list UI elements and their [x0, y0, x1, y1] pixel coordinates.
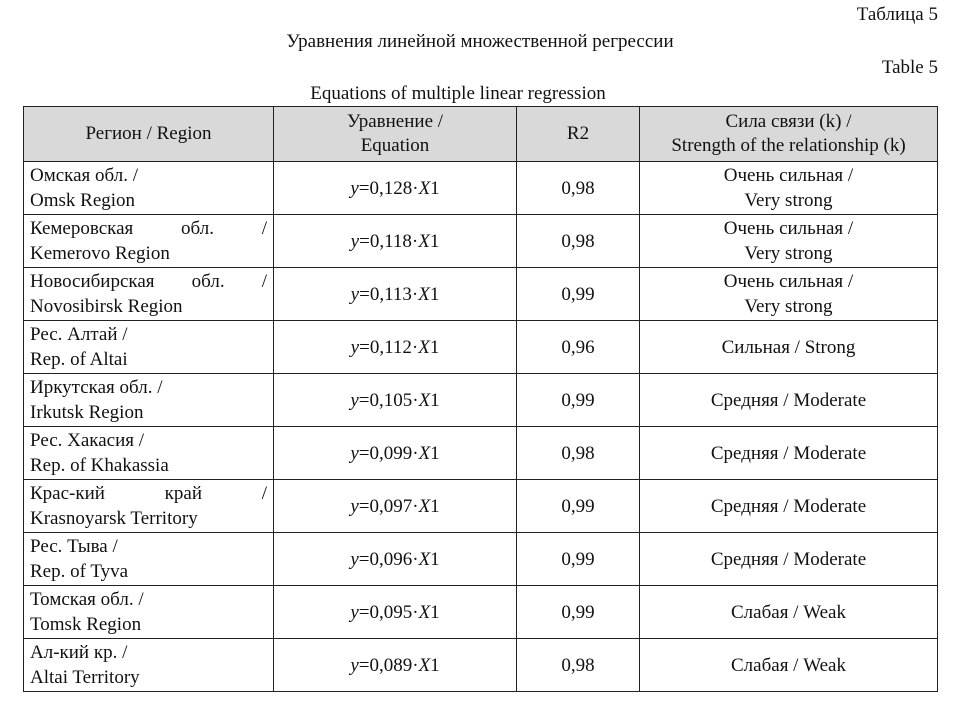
region-name-ru: Томская обл. / [30, 589, 144, 610]
eq-coefficient: =0,118· [359, 230, 419, 252]
eq-coefficient: =0,113· [359, 283, 419, 305]
equation-cell [274, 374, 517, 427]
region-name-ru: Ал-кий кр. / [30, 642, 128, 663]
equation-cell [274, 533, 517, 586]
eq-x: X [418, 601, 431, 623]
eq-y: y [350, 177, 359, 199]
r2-cell: 0,99 [517, 480, 640, 533]
eq-index: 1 [429, 283, 440, 305]
eq-x: X [418, 336, 430, 358]
region-name-ru: Рес. Тыва / [30, 536, 118, 557]
eq-coefficient: =0,096· [358, 548, 419, 570]
eq-x: X [418, 177, 431, 199]
region-name-ru: Рес. Алтай / [30, 324, 128, 345]
table-row [24, 533, 938, 586]
eq-index: 1 [430, 442, 440, 464]
strength-ru: Средняя / Moderate [710, 389, 867, 411]
eq-index: 1 [430, 601, 440, 623]
strength-cell [640, 215, 938, 268]
strength-cell [640, 427, 938, 480]
column-header-r2: R2 [517, 107, 640, 162]
eq-y: y [350, 654, 359, 676]
eq-index: 1 [429, 336, 440, 358]
strength-ru: Сильная / Strong [721, 336, 856, 358]
regression-table [23, 106, 938, 692]
table-row [24, 639, 938, 692]
strength-cell [640, 268, 938, 321]
equation-cell [274, 639, 517, 692]
r2-cell: 0,99 [517, 586, 640, 639]
region-cell [24, 215, 274, 268]
strength-ru: Очень сильная / [723, 165, 854, 186]
region-cell [24, 480, 274, 533]
region-name-en: Krasnoyarsk Territory [30, 508, 198, 529]
region-name-ru: Рес. Хакасия / [30, 430, 145, 451]
eq-index: 1 [430, 654, 440, 676]
r2-cell: 0,99 [517, 533, 640, 586]
strength-en: Very strong [744, 243, 833, 264]
eq-index: 1 [430, 389, 440, 411]
table-header-row [24, 107, 938, 162]
eq-coefficient: =0,097· [358, 495, 419, 517]
region-cell [24, 427, 274, 480]
region-cell [24, 162, 274, 215]
strength-cell [640, 639, 938, 692]
region-name-en: Altai Territory [30, 667, 140, 688]
eq-y: y [350, 336, 360, 358]
r2-cell: 0,99 [517, 374, 640, 427]
region-cell [24, 533, 274, 586]
r2-cell: 0,99 [517, 268, 640, 321]
strength-cell [640, 374, 938, 427]
equation-cell [274, 586, 517, 639]
region-cell [24, 321, 274, 374]
table-label-ru: Таблица 5 [856, 4, 938, 25]
strength-en: Very strong [744, 296, 833, 317]
table-row [24, 374, 938, 427]
table-row [24, 162, 938, 215]
region-name-en: Omsk Region [30, 190, 136, 211]
eq-x: X [418, 654, 431, 676]
region-name-ru: Иркутская обл. / [30, 377, 163, 398]
strength-ru: Средняя / Moderate [710, 495, 867, 517]
table-row [24, 215, 938, 268]
eq-x: X [418, 283, 430, 305]
region-cell [24, 639, 274, 692]
eq-x: X [418, 442, 431, 464]
region-name-ru: Омская обл. / [30, 165, 138, 186]
eq-coefficient: =0,105· [358, 389, 419, 411]
region-name-en: Tomsk Region [30, 614, 142, 635]
column-header-region: Регион / Region [24, 107, 274, 162]
region-name-ru: Новосибирская обл. / [30, 271, 267, 292]
eq-coefficient: =0,089· [358, 654, 419, 676]
eq-x: X [418, 548, 431, 570]
r2-cell: 0,98 [517, 215, 640, 268]
region-name-en: Rep. of Tyva [30, 561, 129, 582]
region-name-ru: Кемеровская обл. / [30, 218, 267, 239]
eq-index: 1 [430, 177, 440, 199]
eq-y: y [350, 283, 360, 305]
region-cell [24, 268, 274, 321]
table-row [24, 268, 938, 321]
table-title-ru: Уравнения линейной множественной регрессии [286, 31, 674, 52]
strength-cell [640, 162, 938, 215]
strength-cell [640, 480, 938, 533]
strength-ru: Слабая / Weak [731, 654, 846, 676]
region-name-en: Irkutsk Region [30, 402, 144, 423]
eq-index: 1 [430, 548, 440, 570]
eq-y: y [350, 495, 359, 517]
eq-coefficient: =0,099· [358, 442, 419, 464]
eq-coefficient: =0,128· [358, 177, 419, 199]
strength-cell [640, 321, 938, 374]
eq-index: 1 [429, 230, 440, 252]
strength-ru: Средняя / Moderate [710, 442, 867, 464]
table-row [24, 480, 938, 533]
region-name-en: Novosibirsk Region [30, 296, 183, 317]
strength-ru: Очень сильная / [723, 271, 854, 292]
eq-y: y [350, 230, 360, 252]
eq-y: y [350, 601, 359, 623]
region-name-en: Kemerovo Region [30, 243, 170, 264]
strength-ru: Слабая / Weak [731, 601, 846, 623]
region-name-ru: Крас-кий край / [30, 483, 267, 504]
strength-en: Very strong [744, 190, 833, 211]
table-label-en: Table 5 [881, 57, 938, 78]
strength-cell [640, 586, 938, 639]
cropped-text-line [300, 0, 820, 2]
table-body [24, 162, 938, 692]
eq-x: X [418, 495, 431, 517]
eq-coefficient: =0,095· [358, 601, 419, 623]
r2-cell: 0,98 [517, 427, 640, 480]
region-cell [24, 586, 274, 639]
region-cell [24, 374, 274, 427]
equation-cell [274, 480, 517, 533]
equation-cell [274, 162, 517, 215]
equation-cell [274, 321, 517, 374]
eq-x: X [418, 389, 431, 411]
r2-cell: 0,96 [517, 321, 640, 374]
eq-x: X [418, 230, 430, 252]
table-row [24, 586, 938, 639]
equation-cell [274, 268, 517, 321]
eq-y: y [350, 389, 359, 411]
table-title-en: Equations of multiple linear regression [310, 83, 606, 104]
table-row [24, 427, 938, 480]
eq-y: y [350, 548, 359, 570]
r2-cell: 0,98 [517, 639, 640, 692]
column-header-strength: Сила связи (k) / Strength of the relationship (k) [640, 107, 938, 162]
eq-y: y [350, 442, 359, 464]
region-name-en: Rep. of Khakassia [30, 455, 169, 476]
region-name-en: Rep. of Altai [30, 349, 128, 370]
eq-index: 1 [430, 495, 440, 517]
strength-cell [640, 533, 938, 586]
strength-ru: Средняя / Moderate [710, 548, 867, 570]
column-header-equation: Уравнение / Equation [274, 107, 517, 162]
eq-coefficient: =0,112· [359, 336, 419, 358]
strength-ru: Очень сильная / [723, 218, 854, 239]
equation-cell [274, 427, 517, 480]
r2-cell: 0,98 [517, 162, 640, 215]
equation-cell [274, 215, 517, 268]
table-row [24, 321, 938, 374]
